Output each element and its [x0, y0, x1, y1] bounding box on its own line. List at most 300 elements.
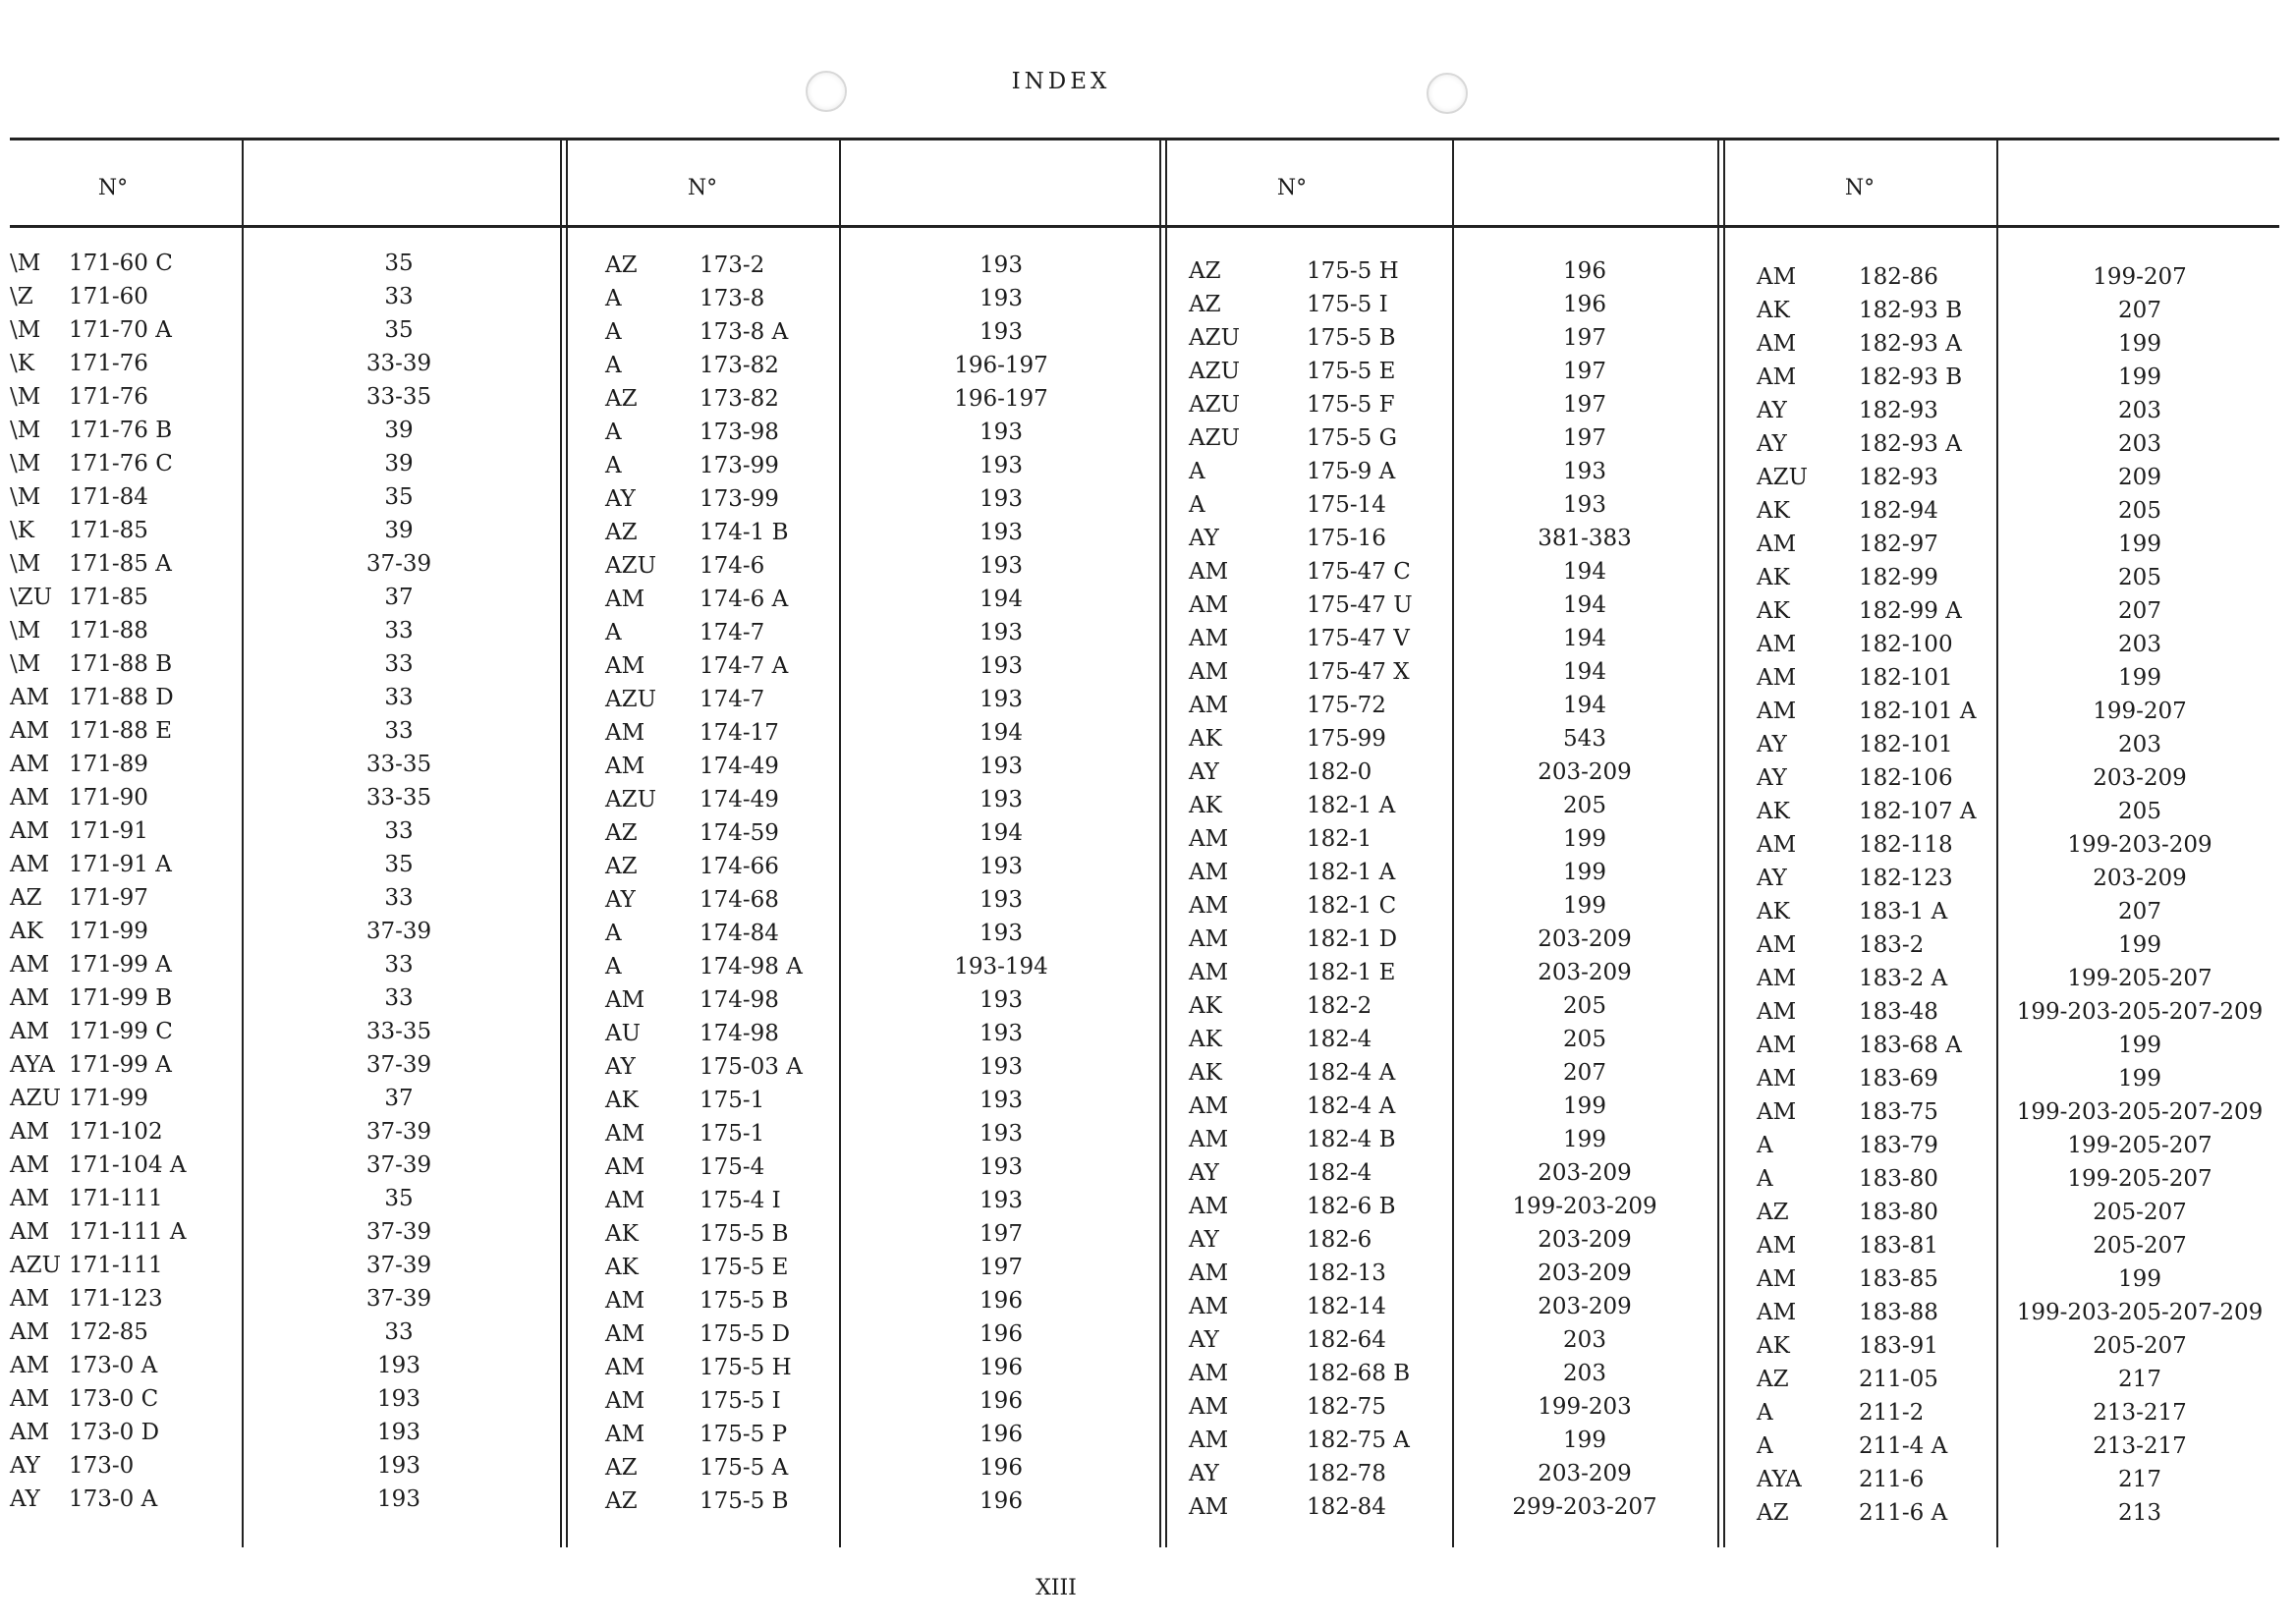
- entry-prefix: AM: [10, 752, 50, 777]
- entry-page: 205-207: [2093, 1333, 2187, 1359]
- entry-prefix: AM: [10, 1286, 50, 1312]
- entry-number: 182-99: [1859, 565, 1938, 590]
- entry-prefix: AY: [1189, 1227, 1219, 1253]
- entry-page: 194: [1563, 592, 1606, 618]
- entry-prefix: AK: [1189, 726, 1222, 752]
- entry-number: 174-98: [700, 987, 779, 1013]
- entry-prefix: AM: [10, 1219, 50, 1245]
- entry-number: 175-5 H: [1307, 258, 1399, 284]
- entry-number: 174-7 A: [700, 653, 789, 679]
- entry-page: 193: [980, 653, 1023, 679]
- entry-number: 182-6 B: [1307, 1194, 1396, 1219]
- entry-prefix: \M: [10, 384, 41, 410]
- entry-page: 194: [1563, 659, 1606, 685]
- entry-prefix: AM: [605, 1355, 645, 1380]
- entry-page: 193: [980, 1021, 1023, 1046]
- entry-prefix: \Z: [10, 284, 33, 309]
- entry-prefix: \M: [10, 418, 41, 443]
- entry-number: 183-79: [1859, 1133, 1938, 1158]
- entry-number: 175-1: [700, 1121, 765, 1147]
- entry-prefix: AM: [10, 1319, 50, 1345]
- entry-page: 193: [980, 420, 1023, 445]
- column-header-no: N°: [687, 176, 718, 200]
- entry-page: 193: [980, 1088, 1023, 1113]
- entry-page: 193: [980, 620, 1023, 645]
- entry-number: 182-75: [1307, 1394, 1386, 1420]
- entry-number: 171-99 A: [69, 1052, 172, 1078]
- entry-prefix: AM: [605, 1422, 645, 1447]
- entry-number: 175-4 I: [700, 1188, 781, 1213]
- entry-prefix: AY: [605, 887, 636, 913]
- entry-number: 182-101 A: [1859, 699, 1977, 724]
- entry-page: 205: [1563, 793, 1606, 818]
- entry-page: 194: [1563, 559, 1606, 585]
- entry-number: 182-93 A: [1859, 331, 1962, 357]
- entry-number: 211-6: [1859, 1467, 1925, 1492]
- entry-number: 171-111: [69, 1186, 163, 1211]
- entry-prefix: A: [605, 420, 622, 445]
- entry-page: 199: [1563, 893, 1606, 919]
- entry-number: 173-0 A: [69, 1353, 158, 1378]
- entry-number: 171-76 B: [69, 418, 173, 443]
- entry-page: 39: [384, 418, 414, 443]
- entry-number: 173-0 A: [69, 1486, 158, 1512]
- entry-number: 182-84: [1307, 1494, 1386, 1520]
- entry-page: 33: [384, 985, 414, 1011]
- entry-page: 199: [2118, 1266, 2161, 1292]
- entry-page: 199: [2118, 364, 2161, 390]
- entry-page: 203: [1563, 1327, 1606, 1353]
- entry-page: 39: [384, 518, 414, 543]
- entry-page: 217: [2118, 1367, 2161, 1392]
- entry-number: 174-98: [700, 1021, 779, 1046]
- column-header-no: N°: [97, 176, 129, 200]
- entry-number: 175-5 B: [700, 1221, 789, 1247]
- entry-number: 171-88 B: [69, 651, 173, 677]
- entry-prefix: AZU: [10, 1086, 61, 1111]
- entry-number: 182-93: [1859, 398, 1938, 423]
- entry-number: 211-2: [1859, 1400, 1925, 1426]
- entry-page: 193: [980, 520, 1023, 545]
- entry-prefix: AK: [1757, 598, 1790, 624]
- entry-page: 193: [1563, 492, 1606, 518]
- entry-prefix: AM: [605, 754, 645, 779]
- entry-prefix: AZU: [10, 1253, 61, 1278]
- entry-number: 182-1 D: [1307, 926, 1398, 952]
- entry-prefix: AK: [1189, 793, 1222, 818]
- entry-number: 182-4: [1307, 1027, 1372, 1052]
- entry-page: 205: [2118, 565, 2161, 590]
- entry-page: 205: [1563, 993, 1606, 1019]
- entry-prefix: AM: [1757, 966, 1797, 991]
- entry-page: 205: [2118, 799, 2161, 824]
- entry-prefix: AM: [605, 1321, 645, 1347]
- entry-prefix: AK: [1757, 498, 1790, 524]
- entry-prefix: AM: [1757, 1033, 1797, 1058]
- entry-number: 182-2: [1307, 993, 1372, 1019]
- entry-prefix: AM: [1757, 331, 1797, 357]
- entry-prefix: AM: [1189, 1093, 1229, 1119]
- entry-prefix: AM: [605, 1288, 645, 1314]
- entry-number: 183-1 A: [1859, 899, 1948, 924]
- entry-page: 199: [2118, 665, 2161, 691]
- entry-number: 171-99: [69, 1086, 148, 1111]
- entry-prefix: A: [605, 453, 622, 478]
- entry-page: 193: [980, 787, 1023, 812]
- entry-prefix: AZ: [605, 820, 638, 846]
- entry-number: 175-5 B: [1307, 325, 1396, 351]
- entry-prefix: AM: [1757, 532, 1797, 557]
- entry-page: 193: [980, 887, 1023, 913]
- entry-prefix: AK: [1757, 565, 1790, 590]
- entry-number: 173-99: [700, 486, 779, 512]
- entry-page: 299-203-207: [1512, 1494, 1657, 1520]
- entry-number: 182-97: [1859, 532, 1938, 557]
- entry-page: 207: [1563, 1060, 1606, 1086]
- entry-prefix: AM: [10, 1353, 50, 1378]
- entry-page: 193: [980, 486, 1023, 512]
- entry-page: 33-35: [365, 384, 432, 410]
- entry-number: 182-4 A: [1307, 1060, 1396, 1086]
- entry-prefix: AK: [1757, 899, 1790, 924]
- entry-number: 175-5 E: [1307, 359, 1396, 384]
- entry-page: 37-39: [365, 1253, 432, 1278]
- entry-prefix: \ZU: [10, 585, 53, 610]
- entry-page: 203-209: [1538, 759, 1632, 785]
- entry-prefix: AM: [1189, 1494, 1229, 1520]
- entry-number: 183-81: [1859, 1233, 1938, 1259]
- entry-page: 196: [1563, 292, 1606, 317]
- entry-page: 194: [1563, 693, 1606, 718]
- entry-prefix: AM: [10, 952, 50, 978]
- entry-page: 199: [1563, 826, 1606, 852]
- entry-page: 193: [980, 921, 1023, 946]
- entry-number: 175-5 I: [700, 1388, 781, 1414]
- entry-number: 182-1 E: [1307, 960, 1396, 985]
- entry-page: 196-197: [954, 386, 1048, 412]
- entry-page: 33-39: [365, 351, 432, 376]
- entry-number: 174-84: [700, 921, 779, 946]
- entry-prefix: A: [605, 286, 622, 311]
- entry-prefix: A: [1757, 1433, 1773, 1459]
- entry-page: 205: [2118, 498, 2161, 524]
- entry-page: 33: [384, 1319, 414, 1345]
- column-header-no: N°: [1276, 176, 1308, 200]
- entry-page: 213-217: [2093, 1433, 2187, 1459]
- entry-prefix: \K: [10, 351, 34, 376]
- entry-prefix: AM: [10, 985, 50, 1011]
- entry-prefix: AM: [1757, 264, 1797, 290]
- entry-prefix: AZ: [605, 1455, 638, 1481]
- entry-prefix: AK: [605, 1221, 639, 1247]
- entry-prefix: AM: [605, 987, 645, 1013]
- entry-number: 182-101: [1859, 665, 1953, 691]
- entry-prefix: AY: [1189, 759, 1219, 785]
- entry-number: 174-1 B: [700, 520, 789, 545]
- entry-prefix: \M: [10, 451, 41, 476]
- entry-page: 199-203-205-207-209: [2016, 1300, 2264, 1325]
- index-table: [10, 138, 2279, 1547]
- entry-prefix: AY: [1757, 765, 1787, 791]
- entry-page: 197: [980, 1221, 1023, 1247]
- entry-number: 182-4 A: [1307, 1093, 1396, 1119]
- entry-number: 174-7: [700, 687, 765, 712]
- entry-prefix: A: [605, 353, 622, 378]
- entry-number: 171-70 A: [69, 317, 172, 343]
- entry-page: 196: [980, 1422, 1023, 1447]
- entry-page: 33-35: [365, 752, 432, 777]
- entry-prefix: \M: [10, 484, 41, 510]
- entry-number: 171-102: [69, 1119, 163, 1145]
- entry-prefix: AM: [1189, 1294, 1229, 1319]
- entry-number: 182-106: [1859, 765, 1953, 791]
- entry-number: 175-5 I: [1307, 292, 1388, 317]
- entry-number: 171-111: [69, 1253, 163, 1278]
- entry-number: 182-1 A: [1307, 793, 1396, 818]
- entry-page: 37-39: [365, 1052, 432, 1078]
- entry-prefix: AZ: [605, 520, 638, 545]
- entry-prefix: AM: [1189, 1394, 1229, 1420]
- entry-page: 199-203-205-207-209: [2016, 1099, 2264, 1125]
- entry-prefix: AU: [605, 1021, 641, 1046]
- entry-page: 196: [980, 1321, 1023, 1347]
- entry-number: 183-91: [1859, 1333, 1938, 1359]
- entry-page: 199: [2118, 1033, 2161, 1058]
- entry-number: 182-86: [1859, 264, 1938, 290]
- entry-page: 203: [1563, 1361, 1606, 1386]
- entry-page: 193: [980, 319, 1023, 345]
- entry-number: 174-49: [700, 787, 779, 812]
- entry-prefix: A: [1757, 1133, 1773, 1158]
- entry-number: 171-97: [69, 885, 148, 911]
- entry-page: 196: [980, 1388, 1023, 1414]
- entry-page: 193: [377, 1453, 420, 1479]
- entry-prefix: AM: [1757, 632, 1797, 657]
- entry-number: 175-5 B: [700, 1288, 789, 1314]
- entry-number: 182-107 A: [1859, 799, 1977, 824]
- entry-number: 171-88 E: [69, 718, 173, 744]
- entry-page: 197: [980, 1255, 1023, 1280]
- entry-number: 175-5 A: [700, 1455, 789, 1481]
- entry-page: 33: [384, 618, 414, 644]
- entry-prefix: AM: [1189, 1428, 1229, 1453]
- entry-prefix: AM: [1189, 626, 1229, 651]
- entry-number: 173-2: [700, 252, 765, 278]
- entry-prefix: AZ: [605, 854, 638, 879]
- entry-page: 205: [1563, 1027, 1606, 1052]
- entry-number: 171-104 A: [69, 1152, 187, 1178]
- entry-number: 182-93 B: [1859, 364, 1963, 390]
- entry-page: 196: [980, 1455, 1023, 1481]
- entry-page: 199: [2118, 932, 2161, 958]
- entry-number: 182-4: [1307, 1160, 1372, 1186]
- entry-page: 217: [2118, 1467, 2161, 1492]
- entry-prefix: AM: [1757, 1233, 1797, 1259]
- entry-prefix: AM: [1189, 559, 1229, 585]
- entry-page: 37: [384, 1086, 414, 1111]
- entry-page: 193: [377, 1486, 420, 1512]
- entry-page: 203-209: [1538, 1294, 1632, 1319]
- entry-page: 203-209: [2093, 866, 2187, 891]
- entry-number: 174-49: [700, 754, 779, 779]
- entry-prefix: AK: [10, 919, 43, 944]
- entry-page: 199-207: [2093, 264, 2187, 290]
- entry-prefix: AM: [1189, 1361, 1229, 1386]
- entry-number: 175-47 U: [1307, 592, 1413, 618]
- entry-number: 171-76: [69, 384, 148, 410]
- entry-prefix: AM: [1189, 860, 1229, 885]
- entry-page: 213-217: [2093, 1400, 2187, 1426]
- entry-prefix: A: [605, 620, 622, 645]
- entry-number: 183-88: [1859, 1300, 1938, 1325]
- entry-number: 183-68 A: [1859, 1033, 1962, 1058]
- entry-page: 33: [384, 651, 414, 677]
- entry-page: 194: [1563, 626, 1606, 651]
- entry-page: 194: [980, 720, 1023, 746]
- entry-page: 193: [1563, 459, 1606, 484]
- entry-prefix: \M: [10, 251, 41, 276]
- entry-number: 182-1 C: [1307, 893, 1397, 919]
- entry-page: 199: [1563, 1127, 1606, 1152]
- entry-page: 199-205-207: [2067, 966, 2212, 991]
- entry-prefix: AM: [1757, 364, 1797, 390]
- entry-prefix: AZU: [1189, 359, 1240, 384]
- entry-prefix: AM: [1757, 1066, 1797, 1092]
- entry-prefix: \M: [10, 317, 41, 343]
- entry-prefix: AY: [1757, 431, 1787, 457]
- entry-page: 33: [384, 885, 414, 911]
- entry-page: 197: [1563, 359, 1606, 384]
- entry-number: 173-8: [700, 286, 765, 311]
- entry-page: 199: [2118, 532, 2161, 557]
- entry-prefix: AM: [1189, 1194, 1229, 1219]
- entry-number: 175-47 X: [1307, 659, 1410, 685]
- entry-page: 33-35: [365, 785, 432, 811]
- entry-page: 193: [980, 252, 1023, 278]
- entry-page: 381-383: [1538, 526, 1632, 551]
- entry-prefix: AM: [1757, 1266, 1797, 1292]
- entry-prefix: AY: [605, 486, 636, 512]
- entry-prefix: AY: [1757, 732, 1787, 757]
- entry-prefix: AM: [10, 1186, 50, 1211]
- entry-number: 171-60 C: [69, 251, 173, 276]
- entry-page: 199: [1563, 860, 1606, 885]
- entry-prefix: AM: [1757, 999, 1797, 1025]
- entry-page: 213: [2118, 1500, 2161, 1526]
- entry-page: 37-39: [365, 1219, 432, 1245]
- entry-page: 207: [2118, 298, 2161, 323]
- entry-prefix: AM: [10, 852, 50, 877]
- entry-prefix: AK: [605, 1255, 639, 1280]
- entry-prefix: AY: [1189, 1327, 1219, 1353]
- entry-page: 199-205-207: [2067, 1166, 2212, 1192]
- entry-number: 175-5 F: [1307, 392, 1395, 418]
- entry-prefix: AM: [10, 1152, 50, 1178]
- entry-prefix: AZU: [605, 787, 656, 812]
- entry-number: 182-64: [1307, 1327, 1386, 1353]
- entry-page: 193: [377, 1420, 420, 1445]
- entry-number: 174-17: [700, 720, 779, 746]
- entry-prefix: AM: [1189, 893, 1229, 919]
- entry-prefix: AYA: [10, 1052, 55, 1078]
- entry-page: 193: [980, 1188, 1023, 1213]
- entry-number: 182-99 A: [1859, 598, 1962, 624]
- entry-prefix: AM: [10, 1420, 50, 1445]
- entry-prefix: \M: [10, 551, 41, 577]
- entry-number: 175-47 V: [1307, 626, 1410, 651]
- entry-number: 171-123: [69, 1286, 163, 1312]
- entry-page: 37-39: [365, 919, 432, 944]
- entry-page: 203: [2118, 632, 2161, 657]
- entry-prefix: AK: [1757, 799, 1790, 824]
- entry-prefix: AM: [605, 1121, 645, 1147]
- entry-prefix: AM: [1189, 926, 1229, 952]
- entry-number: 171-99: [69, 919, 148, 944]
- entry-prefix: AM: [10, 818, 50, 844]
- entry-page: 199: [1563, 1093, 1606, 1119]
- entry-prefix: AZ: [605, 386, 638, 412]
- entry-prefix: AY: [1189, 1160, 1219, 1186]
- entry-number: 182-93 A: [1859, 431, 1962, 457]
- entry-page: 33: [384, 818, 414, 844]
- entry-prefix: AZU: [1189, 425, 1240, 451]
- entry-prefix: AM: [1189, 592, 1229, 618]
- entry-number: 182-1 A: [1307, 860, 1396, 885]
- entry-number: 182-4 B: [1307, 1127, 1396, 1152]
- entry-number: 174-66: [700, 854, 779, 879]
- page-title: INDEX: [1011, 69, 1111, 94]
- entry-page: 33: [384, 284, 414, 309]
- entry-page: 193: [377, 1353, 420, 1378]
- entry-page: 203: [2118, 398, 2161, 423]
- entry-prefix: AY: [1757, 866, 1787, 891]
- entry-page: 207: [2118, 598, 2161, 624]
- entry-prefix: A: [1189, 459, 1205, 484]
- entry-page: 203-209: [1538, 1260, 1632, 1286]
- entry-prefix: AK: [605, 1088, 639, 1113]
- entry-prefix: AM: [1189, 1260, 1229, 1286]
- entry-number: 174-68: [700, 887, 779, 913]
- entry-page: 197: [1563, 392, 1606, 418]
- entry-number: 182-6: [1307, 1227, 1372, 1253]
- entry-page: 193: [980, 754, 1023, 779]
- entry-prefix: AM: [1189, 659, 1229, 685]
- entry-number: 183-69: [1859, 1066, 1938, 1092]
- entry-page: 207: [2118, 899, 2161, 924]
- entry-prefix: A: [1757, 1166, 1773, 1192]
- entry-prefix: AZ: [1757, 1367, 1789, 1392]
- entry-page: 35: [384, 1186, 414, 1211]
- entry-number: 171-91 A: [69, 852, 172, 877]
- entry-page: 203-209: [1538, 1160, 1632, 1186]
- entry-prefix: AY: [1757, 398, 1787, 423]
- entry-prefix: A: [1189, 492, 1205, 518]
- entry-prefix: AZ: [605, 252, 638, 278]
- entry-page: 209: [2118, 465, 2161, 490]
- entry-prefix: AZ: [10, 885, 42, 911]
- entry-page: 199-203-205-207-209: [2016, 999, 2264, 1025]
- entry-page: 35: [384, 317, 414, 343]
- entry-prefix: AZU: [1189, 392, 1240, 418]
- entry-prefix: AK: [1189, 1060, 1222, 1086]
- entry-prefix: AY: [1189, 1461, 1219, 1486]
- entry-number: 175-5 G: [1307, 425, 1397, 451]
- entry-number: 171-85: [69, 585, 148, 610]
- entry-prefix: AM: [1757, 699, 1797, 724]
- entry-page: 193: [980, 286, 1023, 311]
- entry-number: 174-6 A: [700, 587, 789, 612]
- entry-page: 39: [384, 451, 414, 476]
